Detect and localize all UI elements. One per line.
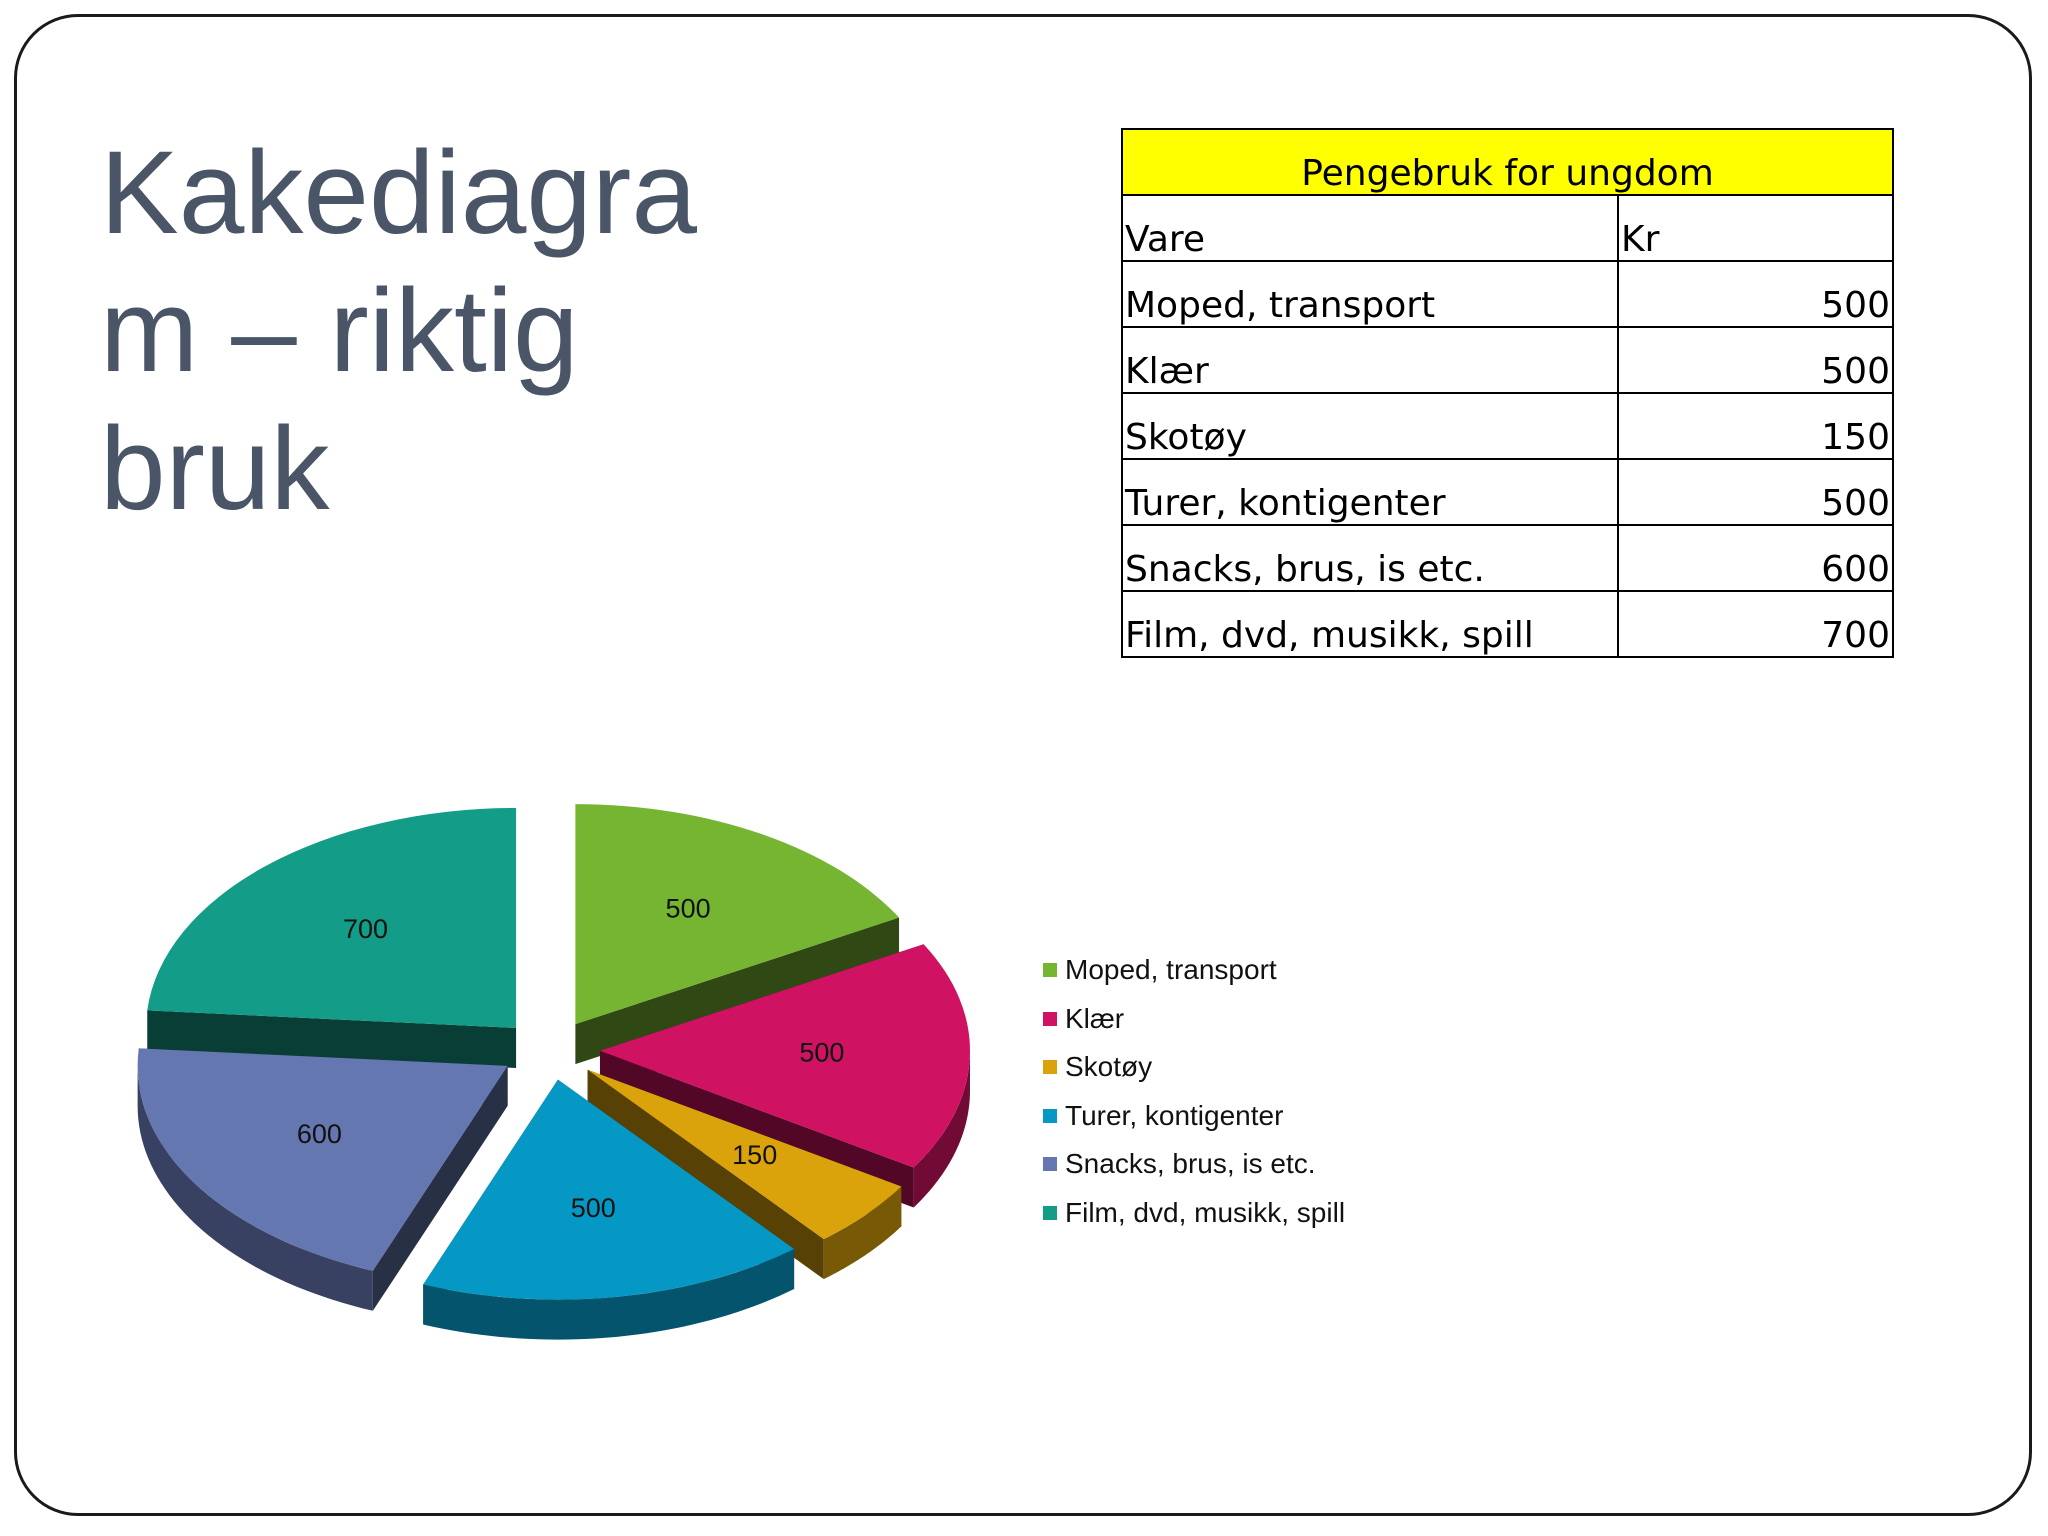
legend-label: Turer, kontigenter	[1065, 1099, 1284, 1131]
legend-swatch	[1043, 1206, 1057, 1220]
table-row	[1122, 393, 1893, 459]
table-cell-item: Moped, transport	[1122, 261, 1618, 327]
table-cell-item: Klær	[1122, 327, 1618, 393]
pie-data-label: 700	[342, 914, 389, 945]
column-header-kr: Kr	[1618, 195, 1893, 261]
pie-slice-top	[147, 808, 516, 1028]
table-row	[1122, 327, 1893, 393]
legend-swatch	[1043, 1157, 1057, 1171]
table-row	[1122, 261, 1893, 327]
slide-title: Kakediagra m – riktig bruk	[100, 127, 697, 535]
table-cell-kr: 150	[1618, 393, 1893, 459]
table-cell-item: Turer, kontigenter	[1122, 459, 1618, 525]
pie-data-label: 150	[732, 1139, 778, 1170]
pie-slice	[147, 808, 516, 1068]
data-table	[1121, 128, 1894, 658]
table-row	[1122, 591, 1893, 657]
table-cell-kr: 600	[1618, 525, 1893, 591]
table-title: Pengebruk for ungdom	[1122, 129, 1893, 195]
table-row	[1122, 525, 1893, 591]
legend-item	[1043, 946, 1345, 995]
legend-swatch	[1043, 963, 1057, 977]
legend-label: Klær	[1065, 1002, 1125, 1034]
legend-item	[1043, 995, 1345, 1044]
table-cell-item: Film, dvd, musikk, spill	[1122, 591, 1618, 657]
legend-swatch	[1043, 1109, 1057, 1123]
table-cell-kr: 500	[1618, 261, 1893, 327]
table-cell-item: Skotøy	[1122, 393, 1618, 459]
legend-item	[1043, 1092, 1345, 1141]
pie-data-label: 500	[799, 1037, 845, 1068]
table-cell-kr: 500	[1618, 459, 1893, 525]
chart-legend	[1043, 946, 1345, 1237]
legend-item	[1043, 1140, 1345, 1189]
legend-label: Film, dvd, musikk, spill	[1065, 1196, 1346, 1228]
legend-swatch	[1043, 1012, 1057, 1026]
legend-item	[1043, 1189, 1345, 1238]
legend-label: Skotøy	[1065, 1051, 1153, 1083]
legend-label: Moped, transport	[1065, 954, 1277, 986]
legend-swatch	[1043, 1060, 1057, 1074]
table-cell-kr: 500	[1618, 327, 1893, 393]
legend-label: Snacks, brus, is etc.	[1065, 1148, 1316, 1180]
column-header-vare: Vare	[1122, 195, 1618, 261]
table-cell-item: Snacks, brus, is etc.	[1122, 525, 1618, 591]
table-title-row	[1122, 129, 1893, 195]
pie-data-label: 500	[665, 893, 711, 924]
table-cell-kr: 700	[1618, 591, 1893, 657]
table-row	[1122, 459, 1893, 525]
legend-item	[1043, 1043, 1345, 1092]
pie-data-label: 500	[570, 1193, 616, 1224]
table-header-row	[1122, 195, 1893, 261]
pie-data-label: 600	[296, 1119, 342, 1150]
